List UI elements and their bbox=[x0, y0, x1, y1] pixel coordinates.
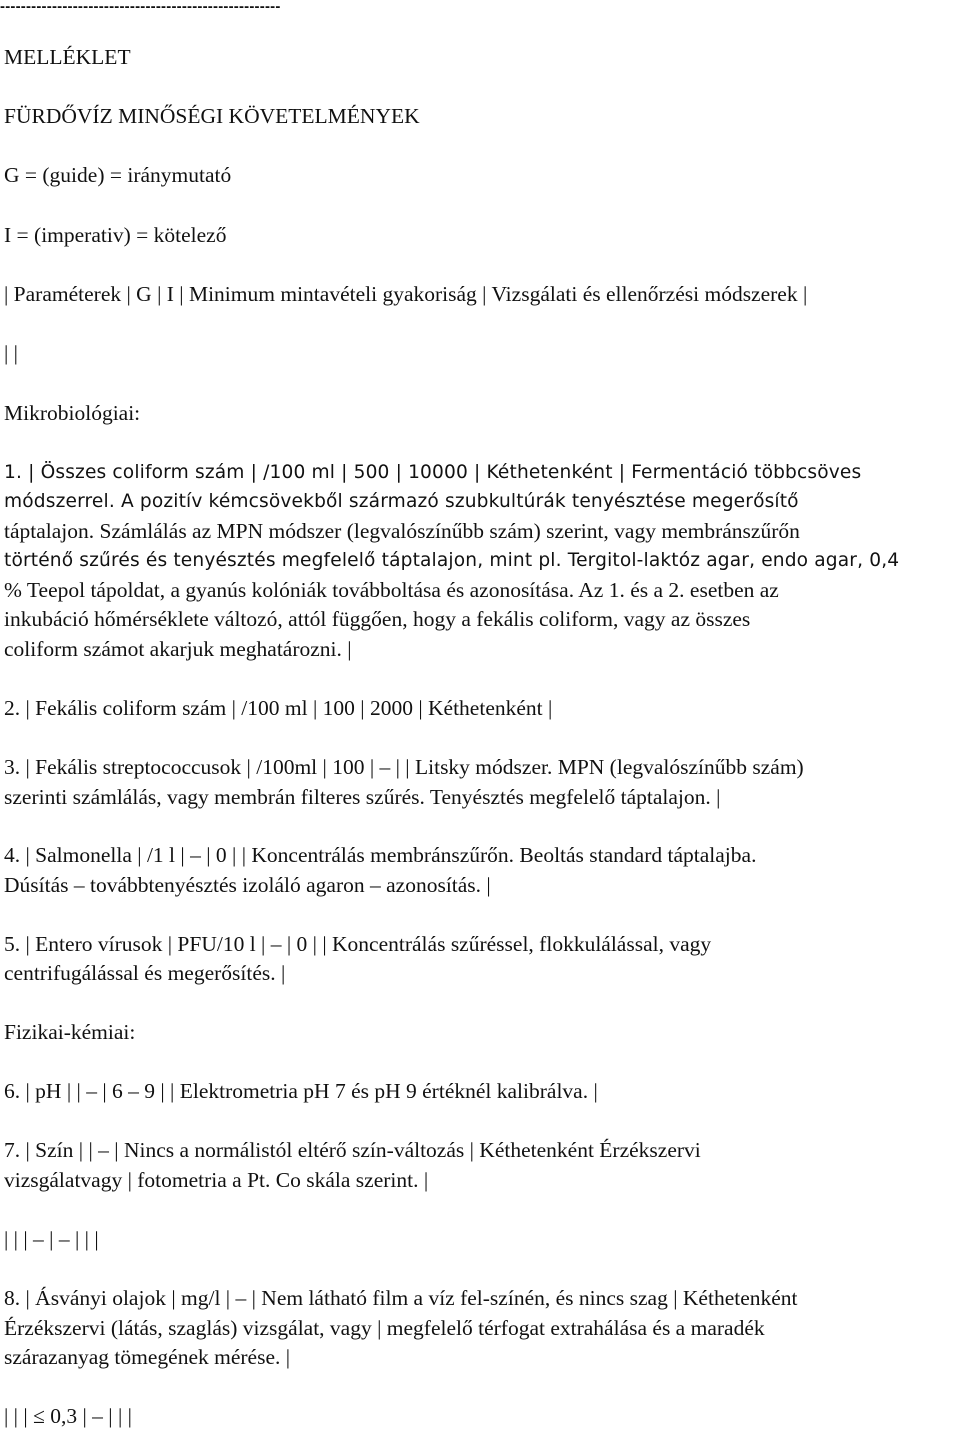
row-1-line-4: történő szűrés és tenyésztés megfelelő táptalajon, mint pl. Tergitol-laktóz agar, endo agar, 0,4 bbox=[4, 550, 900, 571]
row-5-line-2: centrifugálással és megerősítés. | bbox=[4, 961, 286, 985]
row-8-line-1: 8. | Ásványi olajok | mg/l | – | Nem látható film a víz fel-színén, és nincs szag | Kéthetenként bbox=[4, 1286, 798, 1310]
row-1-line-6: inkubáció hőmérséklete változó, attól függően, hogy a fekális coliform, vagy az összes bbox=[4, 607, 751, 631]
row-1-line-2: módszerrel. A pozitív kémcsövekből származó szubkultúrák tenyésztése megerősítő bbox=[4, 491, 799, 512]
document-heading: FÜRDŐVÍZ MINŐSÉGI KÖVETELMÉNYEK bbox=[4, 104, 420, 128]
row-7-values: | | | – | – | | | bbox=[4, 1227, 99, 1251]
row-5-line-1: 5. | Entero vírusok | PFU/10 l | – | 0 | | Koncentrálás szűréssel, flokkulálással, vagy bbox=[4, 932, 712, 956]
row-6: 6. | pH | | – | 6 – 9 | | Elektrometria pH 7 és pH 9 értéknél kalibrálva. | bbox=[4, 1079, 598, 1103]
table-header-row: | Paraméterek | G | I | Minimum mintavételi gyakoriság | Vizsgálati és ellenőrzési módszerek | bbox=[4, 282, 808, 306]
row-8-values: | | | ≤ 0,3 | – | | | bbox=[4, 1404, 132, 1428]
row-3-line-2: szerinti számlálás, vagy membrán filteres szűrés. Tenyésztés megfelelő táptalajon. | bbox=[4, 785, 721, 809]
row-4-line-2: Dúsítás – továbbtenyésztés izoláló agaron – azonosítás. | bbox=[4, 873, 491, 897]
row-1-line-7: coliform számot akarjuk meghatározni. | bbox=[4, 637, 352, 661]
row-1-line-5: % Teepol tápoldat, a gyanús kolóniák továbboltása és azonosítása. Az 1. és a 2. esetben az bbox=[4, 578, 779, 602]
row-7-line-1: 7. | Szín | | – | Nincs a normálistól eltérő szín-változás | Kéthetenként Érzékszervi bbox=[4, 1138, 701, 1162]
row-2: 2. | Fekális coliform szám | /100 ml | 100 | 2000 | Kéthetenként | bbox=[4, 696, 553, 720]
row-3-line-1: 3. | Fekális streptococcusok | /100ml | 100 | – | | Litsky módszer. MPN (legvalószínűbb szám) bbox=[4, 755, 804, 779]
row-7-line-2: vizsgálatvagy | fotometria a Pt. Co skála szerint. | bbox=[4, 1168, 429, 1192]
legend-imperative: I = (imperativ) = kötelező bbox=[4, 223, 227, 247]
table-empty-row: | | bbox=[4, 341, 18, 365]
row-8-line-2: Érzékszervi (látás, szaglás) vizsgálat, vagy | megfelelő térfogat extrahálása és a maradék bbox=[4, 1316, 765, 1340]
row-8-line-3: szárazanyag tömegének mérése. | bbox=[4, 1345, 291, 1369]
row-1-line-3: táptalajon. Számlálás az MPN módszer (legvalószínűbb szám) szerint, vagy membránszűrőn bbox=[4, 519, 800, 543]
section-physico-chemical: Fizikai-kémiai: bbox=[4, 1020, 136, 1044]
annex-title: MELLÉKLET bbox=[4, 45, 131, 69]
row-4-line-1: 4. | Salmonella | /1 l | – | 0 | | Koncentrálás membránszűrőn. Beoltás standard táptalajba. bbox=[4, 843, 757, 867]
legend-guide: G = (guide) = iránymutató bbox=[4, 163, 232, 187]
separator-line: ------------------------------------------------------ bbox=[0, 0, 281, 15]
section-microbiological: Mikrobiológiai: bbox=[4, 401, 141, 425]
row-1-line-1: 1. | Összes coliform szám | /100 ml | 500 | 10000 | Kéthetenként | Fermentáció többcsöves bbox=[4, 462, 862, 483]
